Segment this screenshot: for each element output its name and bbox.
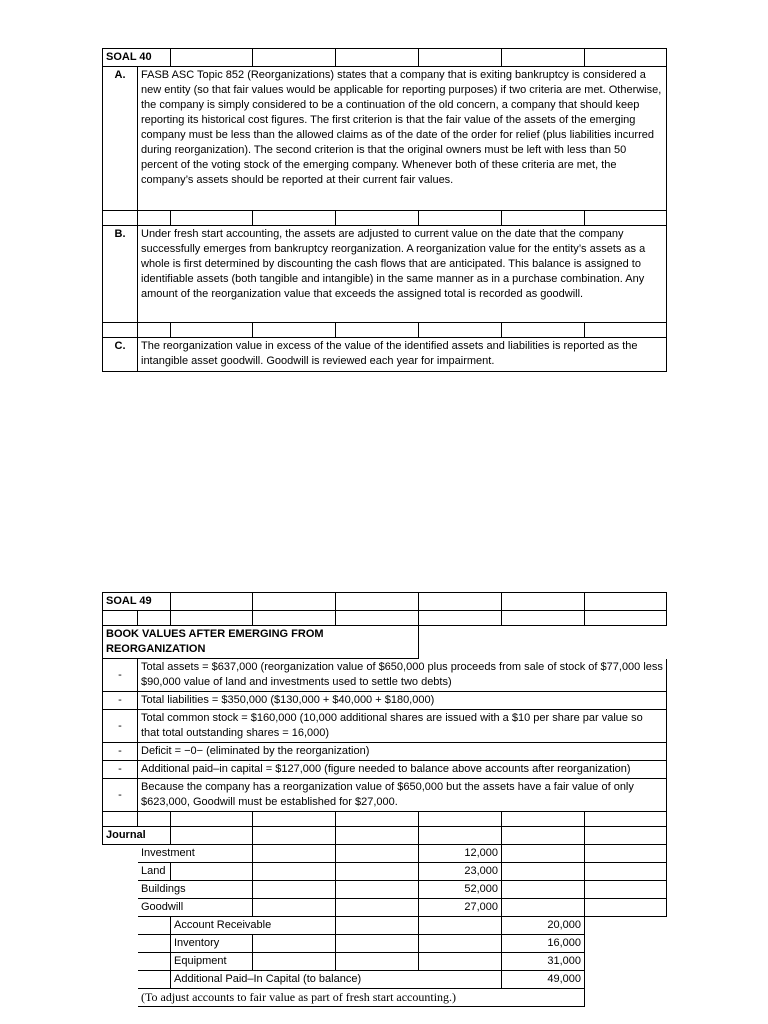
- section-a-text: FASB ASC Topic 852 (Reorganizations) states that a company that is exiting bankruptcy is considered a new entity (so that fair values would be applicable for reporting purposes) if two criteria are met. Otherwise, the company is simply considered to be a continuation of the old concern, a company that should keep reporting its historical cost figures. The first criterion is that the fair value of the assets of the emerging company must be less than the allowed claims as of the date of the order for relief (plus liabilities incurred during reorganization). The second criterion is that the original owners must be left with less than 50 percent of the voting stock of the emerging company. Whenever both of these criteria are met, the company’s assets should be reported at their current fair values.: [138, 67, 667, 211]
- credit-account: Additional Paid–In Capital (to balance): [171, 971, 502, 989]
- list-item-goodwill: Because the company has a reorganization value of $650,000 but the assets have a fair value of only $623,000, Goodwill must be established for $27,000.: [138, 779, 667, 812]
- table-row: [103, 863, 667, 881]
- credit-account: Account Receivable: [171, 917, 336, 935]
- debit-amount: 52,000: [419, 881, 502, 899]
- list-item-total-liabilities: Total liabilities = $350,000 ($130,000 + $40,000 + $180,000): [138, 692, 667, 710]
- debit-account: Investment: [138, 845, 253, 863]
- table-row: [103, 953, 667, 971]
- section-c-text: The reorganization value in excess of the value of the identified assets and liabilities is reported as the intangible asset goodwill. Goodwill is reviewed each year for impairment.: [138, 338, 667, 372]
- list-bullet: -: [103, 710, 138, 743]
- debit-amount: 23,000: [419, 863, 502, 881]
- credit-amount: 16,000: [502, 935, 585, 953]
- soal-40-table: [102, 48, 667, 372]
- book-values-heading: BOOK VALUES AFTER EMERGING FROM REORGANIZATION: [103, 626, 419, 659]
- debit-account: Goodwill: [138, 899, 253, 917]
- table-row: [103, 935, 667, 953]
- list-item-total-assets: Total assets = $637,000 (reorganization value of $650,000 plus proceeds from sale of stock of $77,000 less $90,000 value of land and investments used to settle two debts): [138, 659, 667, 692]
- credit-amount: 49,000: [502, 971, 585, 989]
- list-bullet: -: [103, 779, 138, 812]
- section-b-label: B.: [103, 226, 138, 323]
- table-row: [103, 845, 667, 863]
- soal-49-table: [102, 592, 667, 1007]
- debit-amount: 27,000: [419, 899, 502, 917]
- list-item-common-stock: Total common stock = $160,000 (10,000 additional shares are issued with a $10 per share par value so that total outstanding shares = 16,000): [138, 710, 667, 743]
- list-bullet: -: [103, 761, 138, 779]
- list-bullet: -: [103, 659, 138, 692]
- table-row: [103, 881, 667, 899]
- list-item-paid-in-capital: Additional paid–in capital = $127,000 (figure needed to balance above accounts after reorganization): [138, 761, 667, 779]
- list-item-deficit: Deficit = −0− (eliminated by the reorganization): [138, 743, 667, 761]
- debit-account: Land: [138, 863, 171, 881]
- debit-amount: 12,000: [419, 845, 502, 863]
- debit-account: Buildings: [138, 881, 253, 899]
- table-row: [103, 971, 667, 989]
- journal-label: Journal: [103, 827, 171, 845]
- credit-amount: 20,000: [502, 917, 585, 935]
- list-bullet: -: [103, 692, 138, 710]
- soal-49-title: SOAL 49: [103, 593, 171, 611]
- credit-account: Equipment: [171, 953, 253, 971]
- section-a-label: A.: [103, 67, 138, 211]
- list-bullet: -: [103, 743, 138, 761]
- section-c-label: C.: [103, 338, 138, 372]
- credit-amount: 31,000: [502, 953, 585, 971]
- soal-40-title: SOAL 40: [103, 49, 171, 67]
- credit-account: Inventory: [171, 935, 253, 953]
- section-b-text: Under fresh start accounting, the assets are adjusted to current value on the date that the company successfully emerges from bankruptcy reorganization. A reorganization value for the entity’s assets as a whole is first determined by discounting the cash flows that are anticipated. This balance is assigned to identifiable assets (both tangible and intangible) in the same manner as in a purchase combination. Any amount of the reorganization value that exceeds the assigned total is recorded as goodwill.: [138, 226, 667, 323]
- journal-memo: (To adjust accounts to fair value as part of fresh start accounting.): [138, 989, 585, 1007]
- table-row: [103, 899, 667, 917]
- table-row: [103, 917, 667, 935]
